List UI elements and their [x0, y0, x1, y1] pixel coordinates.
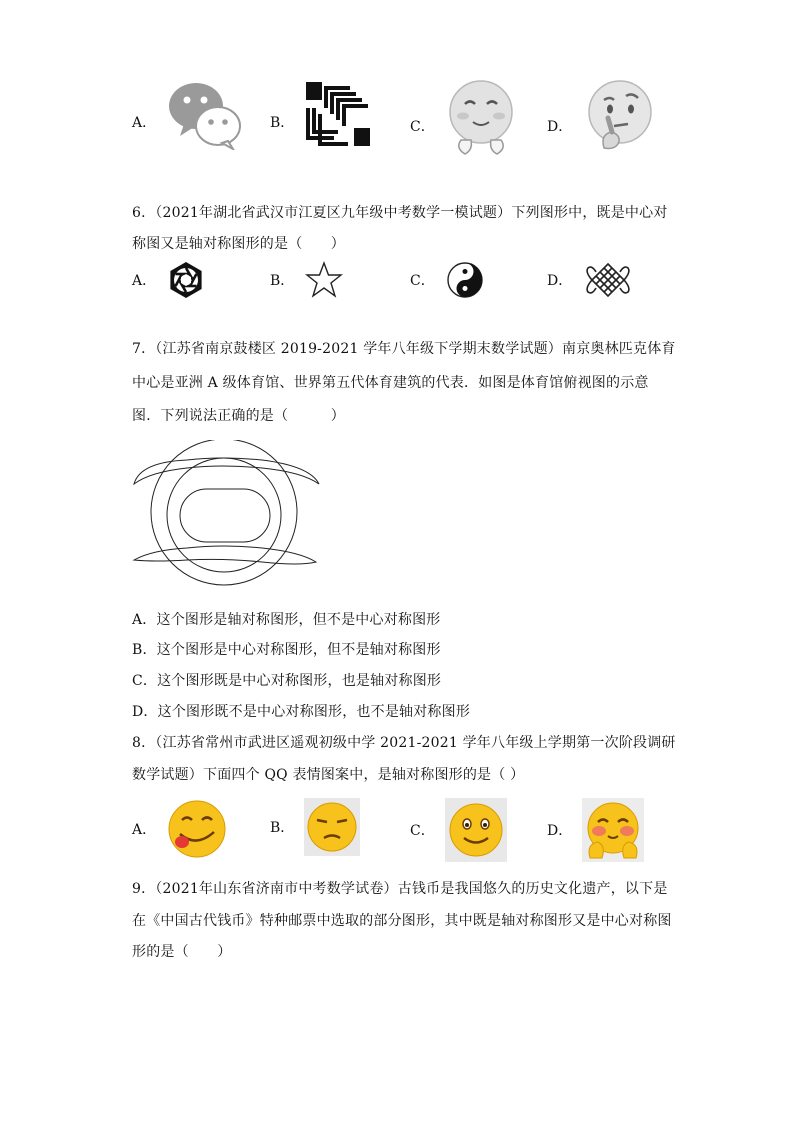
- q5-option-c[interactable]: [410, 78, 517, 158]
- q5-option-d[interactable]: [547, 78, 658, 158]
- q8-text-line-1: 8．（江苏省常州市武进区遥观初级中学 2021-2021 学年八年级上学期第一次阶段调研: [132, 735, 676, 751]
- q5-option-b[interactable]: [270, 78, 374, 150]
- tongue-out-emoji-icon: [166, 798, 228, 860]
- q8-text-line-2: 数学试题）下面四个 QQ 表情图案中，是轴对称图形的是（ ）: [132, 767, 525, 783]
- q8-option-c[interactable]: [410, 798, 507, 862]
- option-label: B．: [270, 820, 295, 836]
- shy-blush-emoji-icon: [582, 798, 644, 862]
- q6-option-d[interactable]: [547, 260, 634, 300]
- option-label: C．: [410, 119, 435, 135]
- q6-text-line-2: 称图又是轴对称图形的是（ ）: [132, 236, 345, 252]
- q5-option-a[interactable]: [132, 78, 242, 150]
- endless-knot-icon: [582, 260, 634, 300]
- camera-aperture-icon: [166, 260, 206, 300]
- option-label: A．: [132, 115, 157, 131]
- q9-text-line-2: 在《中国古代钱币》特种邮票中选取的部分图形，其中既是轴对称图形又是中心对称图: [132, 913, 672, 929]
- option-label: D．: [547, 273, 573, 289]
- q7-text-line-2: 中心是亚洲 A 级体育馆、世界第五代体育建筑的代表．如图是体育馆俯视图的示意: [132, 375, 649, 391]
- blushing-face-emoji-icon: [445, 78, 517, 158]
- q8-option-b[interactable]: [270, 798, 360, 856]
- unamused-emoji-icon: [304, 798, 360, 856]
- wechat-bubbles-icon: [166, 78, 242, 150]
- star-outline-icon: [304, 260, 344, 300]
- q7-choice-a[interactable]: A．这个图形是轴对称图形，但不是中心对称图形: [132, 612, 441, 628]
- option-label: B．: [270, 273, 295, 289]
- q6-option-c[interactable]: [410, 260, 485, 300]
- q9-text-line-3: 形的是（ ）: [132, 944, 232, 960]
- q7-text-line-1: 7．（江苏省南京鼓楼区 2019-2021 学年八年级下学期末数学试题）南京奥林匹克体育: [132, 341, 676, 357]
- q8-options: [132, 798, 692, 862]
- q7-choice-b[interactable]: B．这个图形是中心对称图形，但不是轴对称图形: [132, 642, 441, 658]
- option-label: D．: [547, 119, 573, 135]
- stripes-pattern-icon: [304, 78, 374, 150]
- q9-text-line-1: 9．（2021年山东省济南市中考数学试卷）古钱币是我国悠久的历史文化遗产，以下是: [132, 881, 668, 897]
- option-label: A．: [132, 273, 157, 289]
- q7-choice-d[interactable]: D．这个图形既不是中心对称图形，也不是轴对称图形: [132, 704, 471, 720]
- q8-option-a[interactable]: [132, 798, 228, 860]
- q7-text-line-3: 图．下列说法正确的是（ ）: [132, 408, 345, 424]
- q6-options: [132, 260, 692, 300]
- thinking-face-emoji-icon: [582, 78, 658, 158]
- option-label: C．: [410, 823, 435, 839]
- option-label: A．: [132, 822, 157, 838]
- yin-yang-icon: [445, 260, 485, 300]
- stadium-top-view-figure: [132, 440, 322, 590]
- option-label: B．: [270, 115, 295, 131]
- q5-options: [132, 78, 692, 150]
- option-label: C．: [410, 273, 435, 289]
- q7-choice-c[interactable]: C．这个图形既是中心对称图形，也是轴对称图形: [132, 673, 442, 689]
- smiling-emoji-icon: [445, 798, 507, 862]
- q8-option-d[interactable]: [547, 798, 644, 862]
- option-label: D．: [547, 823, 573, 839]
- q6-option-a[interactable]: [132, 260, 206, 300]
- q6-option-b[interactable]: [270, 260, 344, 300]
- q6-text-line-1: 6．（2021年湖北省武汉市江夏区九年级中考数学一模试题）下列图形中，既是中心对: [132, 205, 668, 221]
